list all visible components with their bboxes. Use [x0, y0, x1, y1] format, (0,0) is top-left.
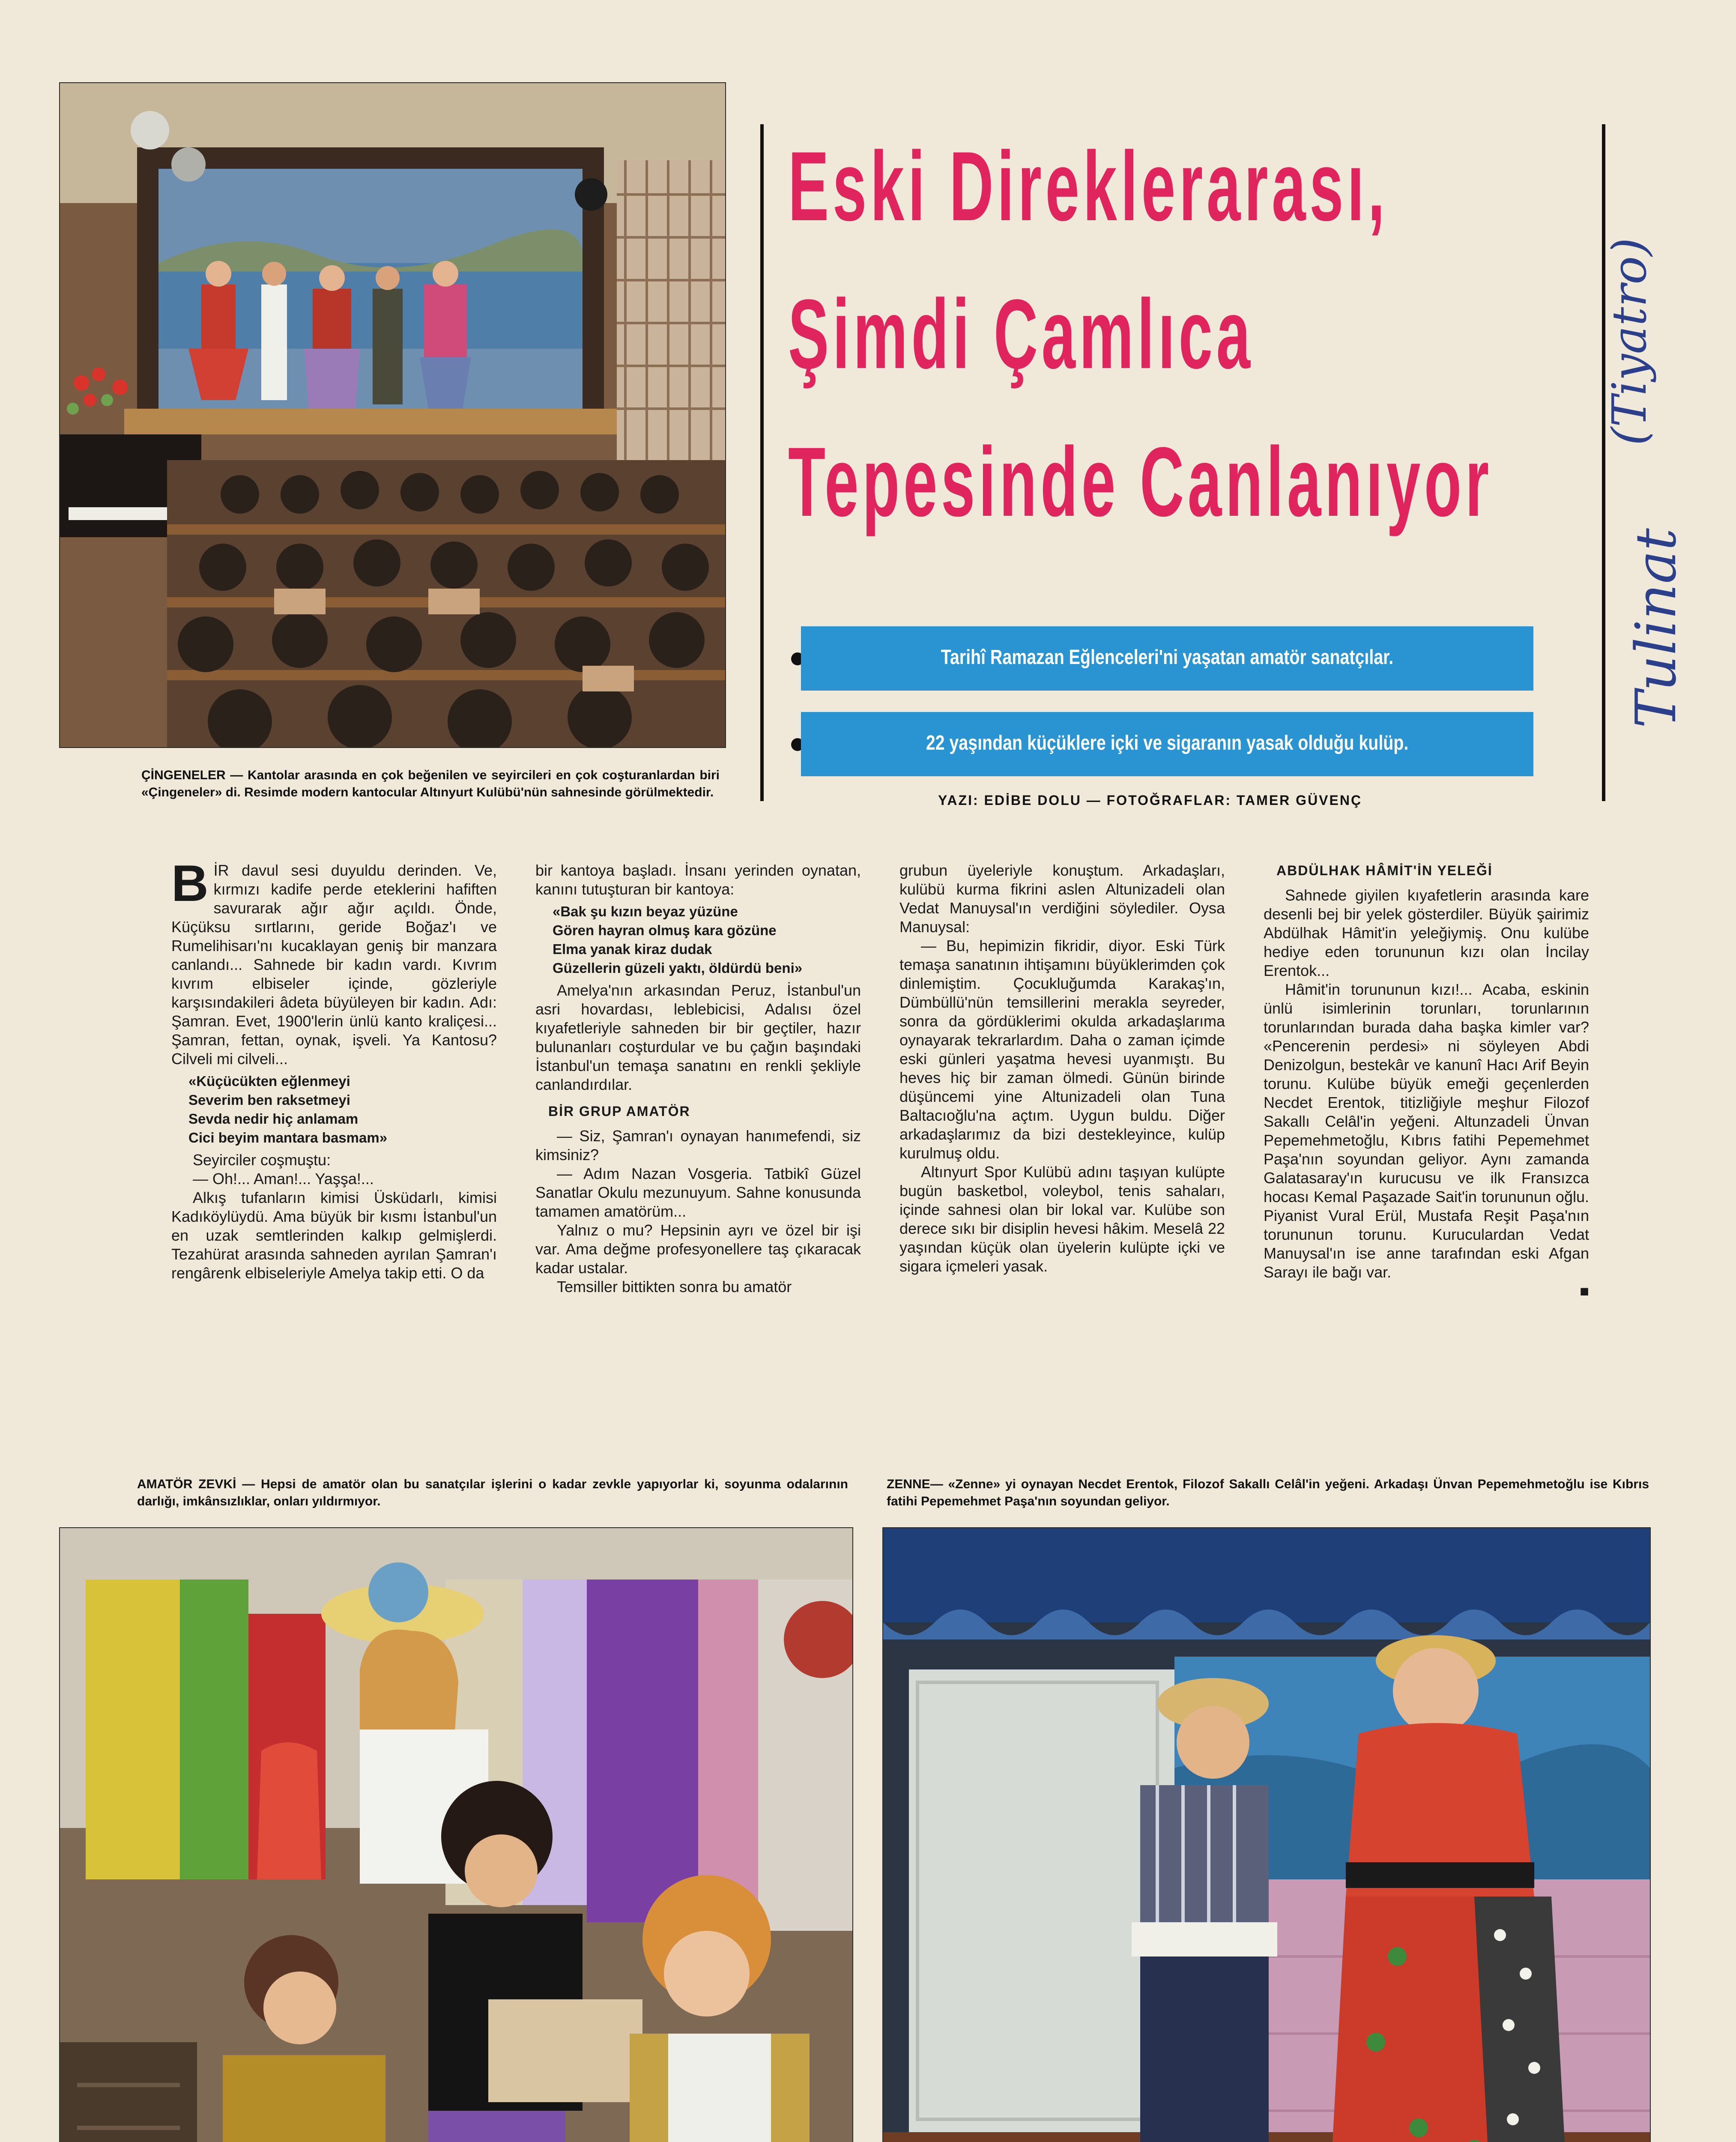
col1-para-2: Seyirciler coşmuştu:	[193, 1151, 331, 1169]
end-mark: ■	[1580, 1282, 1589, 1300]
subhead-bir-grup-amator: BİR GRUP AMATÖR	[548, 1104, 690, 1119]
subhead-abdulhak-hamit: ABDÜLHAK HÂMİT'İN YELEĞİ	[1276, 863, 1493, 878]
headline-line-1: Eski Direklerarası,	[788, 131, 1389, 241]
col1-para-3: — Oh!... Aman!... Yaşşa!...	[193, 1170, 374, 1188]
handwritten-signature: Tulinat	[1623, 528, 1688, 728]
col2-para-4: — Adım Nazan Vosgeria. Tatbikî Güzel Sanatlar Okulu mezunuyum. Sahne konusunda tamamen amatörüm...	[535, 1165, 861, 1220]
title-rule-right	[1602, 124, 1605, 801]
subtitle-banner-2	[801, 712, 1533, 776]
col3-para-2: — Bu, hepimizin fikridir, diyor. Eski Türk temaşa sanatının ihtişamını büyüklerimden çok dinlemiştim. Çocukluğumda Karakaş'ın, Dümbüllü'nün temsillerini merakla seyreder, sonra da gördüklerimi okulda arkadaşlarıma oynayarak tekrarlardım. Daha o zaman içimde eski günleri yaşatma hevesi uyanmıştı. Bu heves hiç bir zaman ölmedi. Günün birinde düşüncemi yine Altunizadeli olan Tuna Baltacıoğlu'na açtım. Uygun buldu. Diğer arkadaşlarımız da bizi destekleyince, kulüp kurulmuş oldu.	[899, 937, 1225, 1162]
headline-line-3: Tepesinde Canlanıyor	[788, 427, 1493, 537]
caption-top	[141, 767, 720, 801]
body-column-2	[535, 861, 861, 1296]
col2-para-1: bir kantoya başladı. İnsanı yerinden oynatan, kanını tutuşturan bir kantoya:	[535, 862, 861, 898]
headline-line-2: Şimdi Çamlıca	[788, 279, 1254, 389]
photo-cingeneler-stage	[59, 82, 726, 748]
subtitle-banner-1	[801, 626, 1533, 691]
col1-para-4: Alkış tufanların kimisi Üsküdarlı, kimisi Kadıköylüydü. Ama büyük bir kısmı İstanbul'un en uzak semtlerinden kalkıp gelmişlerdi. Tezahürat arasında sahneden ayrılan Şamran'ı rengârenk elbiseleriyle Amelya takip etti. O da	[171, 1189, 497, 1282]
col4-para-2: Hâmit'in torununun kızı!... Acaba, eskinin ünlü isimlerinin torunları, torunlarının torunlarından burada daha başka kimler var? «Pencerenin perdesi» ni söyleyen Abdi Denizolgun, bestekâr ve kanunî Hacı Arif Beyin torunu. Kulübe büyük emeği geçenlerden Necdet Erentok, titizliğiyle meşhur Filozof Sakallı Celâl'in yeğeni. Altunzadeli Ünvan Pepemehmetoğlu, Kıbrıs fatihi Pepemehmet Paşa'nın soyundan geliyor. Aynı zamanda Galatasaray'ın kurucusu ve ilk Fransızca hocası Kemal Paşazade Sait'in torununun oğlu. Piyanist Vural Erül, Mustafa Reşit Paşa'nın torununun torunu. Kuruculardan Vedat Manuysal'ın ise anne tarafından eski Afgan Sarayı ile bağı var.	[1264, 981, 1589, 1281]
col1-para-1: İR davul sesi duyuldu derinden. Ve, kırmızı kadife perde eteklerini hafiften savurarak ağır ağır açıldı. Önde, Küçüksu sırtlarını, geride Boğaz'ı ve Rumelihisarı'nı kucaklayan geniş bir manzara canlandı... Sahnede bir kadın vardı. Kıvrım kıvrım elbiseler içinde, gözleriyle karşısındakileri âdeta büyüleyen bir kadın. Adı: Şamran. Evet, 1900'lerin ünlü kanto kraliçesi... Şamran, fettan, oynak, işveli. Ya Kantosu? Cilveli mi cilveli...	[171, 862, 497, 1068]
caption-bottom-right	[887, 1476, 1649, 1510]
caption-right-text: — «Zenne» yi oynayan Necdet Erentok, Filozof Sakallı Celâl'in yeğeni. Arkadaşı Ünvan Pepemehmetoğlu ise Kıbrıs fatihi Pepemehmet Paşa'nın soyundan geliyor.	[887, 1477, 1649, 1508]
caption-left-text: — Hepsi de amatör olan bu sanatçılar işlerini o kadar zevkle yapıyorlar ki, soyunma odalarının darlığı, imkânsızlıklar, onları yıldırmıyor.	[137, 1477, 848, 1508]
caption-left-label: AMATÖR ZEVKİ	[137, 1477, 236, 1491]
caption-right-label: ZENNE	[887, 1477, 930, 1491]
drop-cap: B	[171, 855, 209, 912]
col2-para-2: Amelya'nın arkasından Peruz, İstanbul'un asri hovardası, leblebicisi, Adalısı özel kıyafetleriyle sahneden bir bir geçtiler, hazır bulunanları coşturdular ve bu çağın başındaki İstanbul'un temaşa sanatını en renkli şekliyle canlandırdılar.	[535, 981, 861, 1093]
body-column-4	[1264, 861, 1589, 1301]
caption-top-text: — Kantolar arasında en çok beğenilen ve seyircileri en çok coşturanlardan biri «Çingeneler» di. Resimde modern kantocular Altınyurt Kulübü'nün sahnesinde görülmektedir.	[141, 768, 720, 799]
kanto-verse-1: «Küçücükten eğlenmeyi Severim ben raksetmeyi Sevda nedir hiç anlamam Cici beyim mantara basmam»	[188, 1073, 388, 1146]
handwritten-note: (Tiyatro)	[1602, 237, 1657, 446]
subtitle-1: Tarihî Ramazan Eğlenceleri'ni yaşatan amatör sanatçılar.	[941, 646, 1394, 669]
col2-para-6: Temsiller bittikten sonra bu amatör	[557, 1278, 792, 1295]
caption-top-label: ÇİNGENELER	[141, 768, 226, 782]
photo-zenne-stage	[882, 1527, 1651, 2142]
col4-para-1: Sahnede giyilen kıyafetlerin arasında kare desenli bej bir yelek gösterdiler. Büyük şairimiz Abdülhak Hâmit'in yeleğiymiş. Onu kulübe hediye eden torununun kızı olan İncilay Erentok...	[1264, 886, 1589, 979]
col2-para-3: — Siz, Şamran'ı oynayan hanımefendi, siz kimsiniz?	[535, 1127, 861, 1164]
col3-para-3: Altınyurt Spor Kulübü adını taşıyan kulüpte bugün basketbol, voleybol, tenis sahaları, içinde sahnesi olan bir lokal var. Kulübe son derece sıkı bir disiplin hevesi hâkim. Meselâ 22 yaşından küçük olan üyelerin kulüpte içki ve sigara içmeleri yasak.	[899, 1163, 1225, 1275]
col2-para-5: Yalnız o mu? Hepsinin ayrı ve özel bir işi var. Ama değme profesyonellere taş çıkaracak kadar ustalar.	[535, 1221, 861, 1277]
caption-bottom-left	[137, 1476, 848, 1510]
subtitle-2: 22 yaşından küçüklere içki ve sigaranın yasak olduğu kulüp.	[926, 732, 1409, 754]
body-column-3	[899, 861, 1225, 1276]
title-rule-left	[760, 124, 764, 801]
photo-dressing-room	[59, 1527, 853, 2142]
byline: YAZI: EDİBE DOLU — FOTOĞRAFLAR: TAMER GÜVENÇ	[938, 793, 1363, 808]
col3-para-1: grubun üyeleriyle konuştum. Arkadaşları, kulübü kurma fikrini aslen Altunizadeli olan Vedat Manuysal'ın verdiğini söylediler. Oysa Manuysal:	[899, 862, 1225, 936]
body-column-1	[171, 855, 497, 1283]
kanto-verse-2: «Bak şu kızın beyaz yüzüne Gören hayran olmuş kara gözüne Elma yanak kiraz dudak Güzellerin güzeli yaktı, öldürdü beni»	[553, 903, 803, 976]
